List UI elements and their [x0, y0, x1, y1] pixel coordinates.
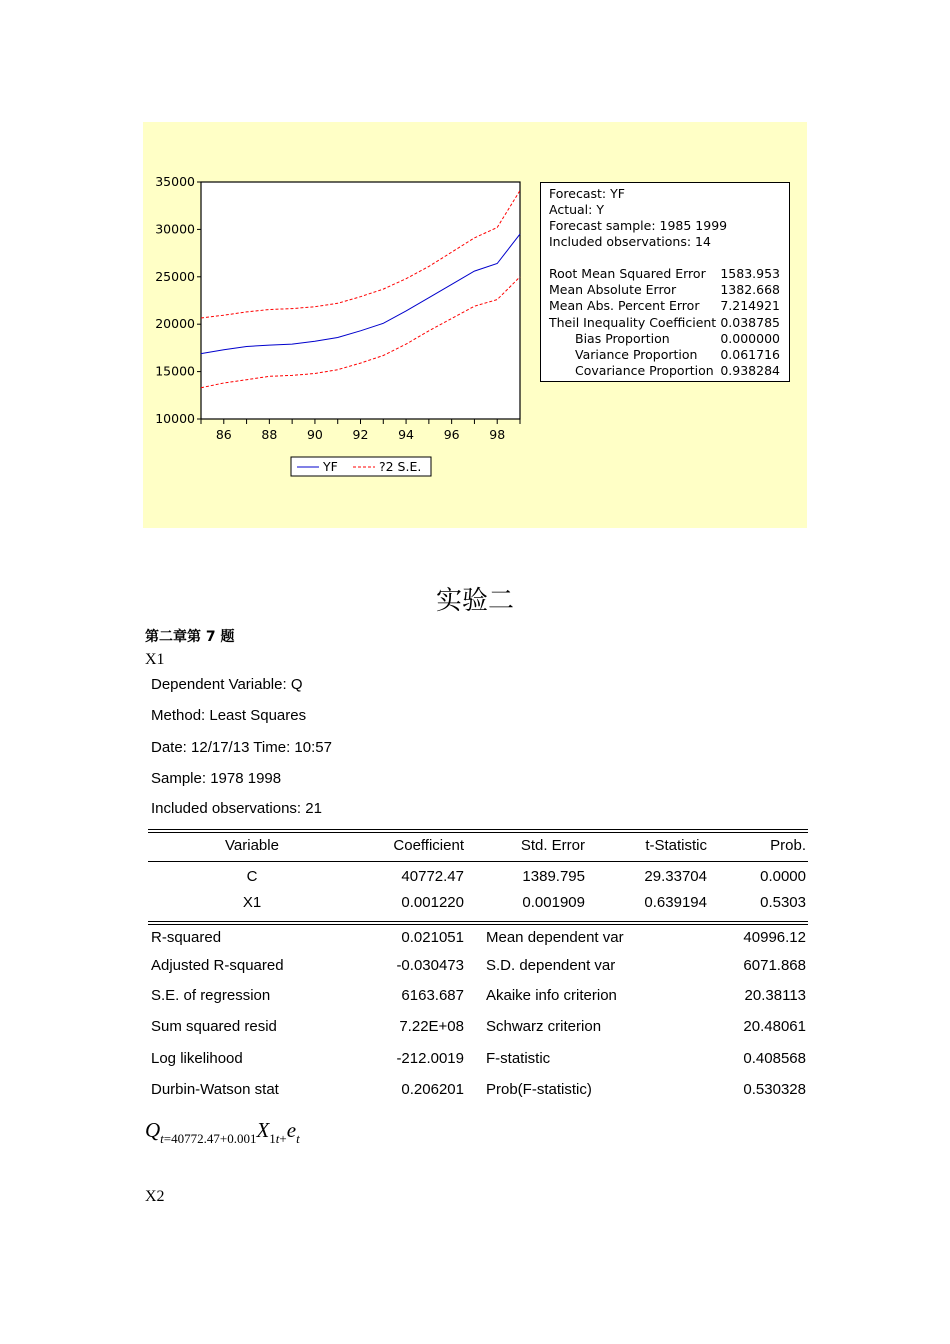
- metric-label-covariance: Covariance Proportion: [575, 363, 714, 378]
- metric-value-variance: 0.061716: [720, 347, 780, 362]
- plot-area: [201, 182, 520, 419]
- metric-value-bias: 0.000000: [720, 331, 780, 346]
- summary-value-adj-r-squared: -0.030473: [396, 957, 464, 974]
- table-row-x1-variable: X1: [242, 894, 262, 911]
- eq-q: Q: [145, 1118, 161, 1142]
- x2-label: X2: [145, 1188, 165, 1205]
- forecast-chart-panel: [143, 122, 807, 528]
- legend-label-se: ?2 S.E.: [379, 459, 422, 474]
- metric-label-rmse: Root Mean Squared Error: [549, 266, 706, 281]
- metric-label-variance: Variance Proportion: [575, 347, 698, 362]
- summary-label-f-statistic: F-statistic: [486, 1050, 551, 1067]
- summary-label-prob-f: Prob(F-statistic): [486, 1081, 592, 1098]
- summary-label-r-squared: R-squared: [151, 929, 222, 946]
- stats-line-forecast: Forecast: YF: [549, 186, 625, 201]
- table-row-c-std-error: 1389.795: [522, 868, 585, 885]
- summary-label-mean-dep: Mean dependent var: [486, 929, 624, 946]
- metric-value-mape: 7.214921: [720, 298, 780, 313]
- metric-value-rmse: 1583.953: [720, 266, 780, 281]
- metric-label-mae: Mean Absolute Error: [549, 282, 677, 297]
- table-row-x1-t-statistic: 0.639194: [644, 894, 707, 911]
- table-rule: [148, 861, 808, 862]
- table-row-x1-coefficient: 0.001220: [401, 894, 464, 911]
- legend-label-yf: YF: [323, 459, 338, 474]
- summary-label-se-regression: S.E. of regression: [151, 987, 271, 1004]
- summary-value-durbin-watson: 0.206201: [401, 1081, 464, 1098]
- summary-label-log-likelihood: Log likelihood: [151, 1050, 243, 1067]
- summary-label-adj-r-squared: Adjusted R-squared: [151, 957, 284, 974]
- summary-value-log-likelihood: -212.0019: [396, 1050, 464, 1067]
- table-row-x1-std-error: 0.001909: [522, 894, 585, 911]
- eq-sub-t3: t: [296, 1131, 300, 1146]
- section-title: 实验二: [435, 586, 514, 616]
- y-tick-label: 25000: [155, 268, 195, 284]
- chapter-heading: 第二章第 7 题: [145, 629, 235, 645]
- summary-label-ssr: Sum squared resid: [151, 1018, 277, 1035]
- summary-value-akaike: 20.38113: [744, 987, 806, 1004]
- x-tick-label: 96: [443, 427, 460, 442]
- x1-label: X1: [145, 651, 165, 668]
- stats-line-sample: Forecast sample: 1985 1999: [549, 218, 728, 233]
- date-time: Date: 12/17/13 Time: 10:57: [151, 739, 332, 756]
- summary-value-r-squared: 0.021051: [401, 929, 464, 946]
- eq-sub-t: t: [160, 1131, 164, 1146]
- summary-value-ssr: 7.22E+08: [399, 1018, 464, 1035]
- col-header-variable: Variable: [225, 837, 279, 854]
- summary-value-sd-dep: 6071.868: [743, 957, 806, 974]
- y-tick-label: 20000: [155, 316, 195, 332]
- x-tick-label: 94: [398, 427, 415, 442]
- summary-value-prob-f: 0.530328: [743, 1081, 806, 1098]
- summary-value-mean-dep: 40996.12: [743, 929, 806, 946]
- summary-value-schwarz: 20.48061: [743, 1018, 806, 1035]
- table-rule: [148, 832, 808, 833]
- y-tick-label: 35000: [155, 174, 195, 189]
- table-rule: [148, 829, 808, 830]
- table-row-c-prob: 0.0000: [760, 868, 806, 885]
- col-header-prob: Prob.: [770, 837, 806, 854]
- method: Method: Least Squares: [151, 707, 307, 724]
- x-tick-label: 92: [352, 427, 369, 442]
- y-tick-label: 30000: [155, 221, 195, 237]
- x-tick-label: 88: [261, 427, 278, 442]
- metric-value-covariance: 0.938284: [720, 363, 780, 378]
- summary-label-sd-dep: S.D. dependent var: [486, 957, 616, 974]
- eq-e: e: [286, 1118, 297, 1142]
- eq-sub-1: 1: [269, 1131, 276, 1146]
- table-row-c-variable: C: [246, 868, 258, 885]
- y-tick-label: 10000: [155, 411, 195, 426]
- eq-x: X: [256, 1118, 270, 1142]
- table-row-c-t-statistic: 29.33704: [644, 868, 707, 885]
- summary-label-akaike: Akaike info criterion: [486, 987, 617, 1004]
- included-observations: Included observations: 21: [151, 800, 322, 817]
- x-tick-label: 98: [489, 427, 506, 442]
- table-row-c-coefficient: 40772.47: [401, 868, 464, 885]
- summary-value-se-regression: 6163.687: [401, 987, 464, 1004]
- sample: Sample: 1978 1998: [151, 770, 282, 787]
- stats-line-actual: Actual: Y: [549, 202, 604, 217]
- stats-line-observations: Included observations: 14: [549, 234, 711, 249]
- metric-label-bias: Bias Proportion: [575, 331, 670, 346]
- dependent-variable: Dependent Variable: Q: [151, 676, 303, 693]
- regression-equation: [145, 1118, 300, 1146]
- eq-constant-part: =40772.47+0.001: [163, 1131, 257, 1146]
- col-header-t-statistic: t-Statistic: [645, 837, 707, 854]
- eq-plus: +: [279, 1131, 287, 1146]
- col-header-coefficient: Coefficient: [393, 837, 464, 854]
- eq-sub-t2: t: [275, 1131, 280, 1146]
- x-tick-label: 90: [306, 427, 323, 442]
- summary-label-durbin-watson: Durbin-Watson stat: [151, 1081, 279, 1098]
- metric-label-theil: Theil Inequality Coefficient: [549, 315, 717, 330]
- x-tick-label: 86: [215, 427, 232, 442]
- metric-value-mae: 1382.668: [720, 282, 780, 297]
- metric-label-mape: Mean Abs. Percent Error: [549, 298, 700, 313]
- table-rule: [148, 921, 808, 922]
- table-rule: [148, 924, 808, 925]
- forecast-stats-box: [540, 182, 790, 382]
- col-header-std-error: Std. Error: [520, 837, 585, 854]
- summary-label-schwarz: Schwarz criterion: [486, 1018, 602, 1035]
- metric-value-theil: 0.038785: [720, 315, 780, 330]
- table-row-x1-prob: 0.5303: [760, 894, 806, 911]
- y-tick-label: 15000: [155, 363, 195, 379]
- summary-value-f-statistic: 0.408568: [743, 1050, 806, 1067]
